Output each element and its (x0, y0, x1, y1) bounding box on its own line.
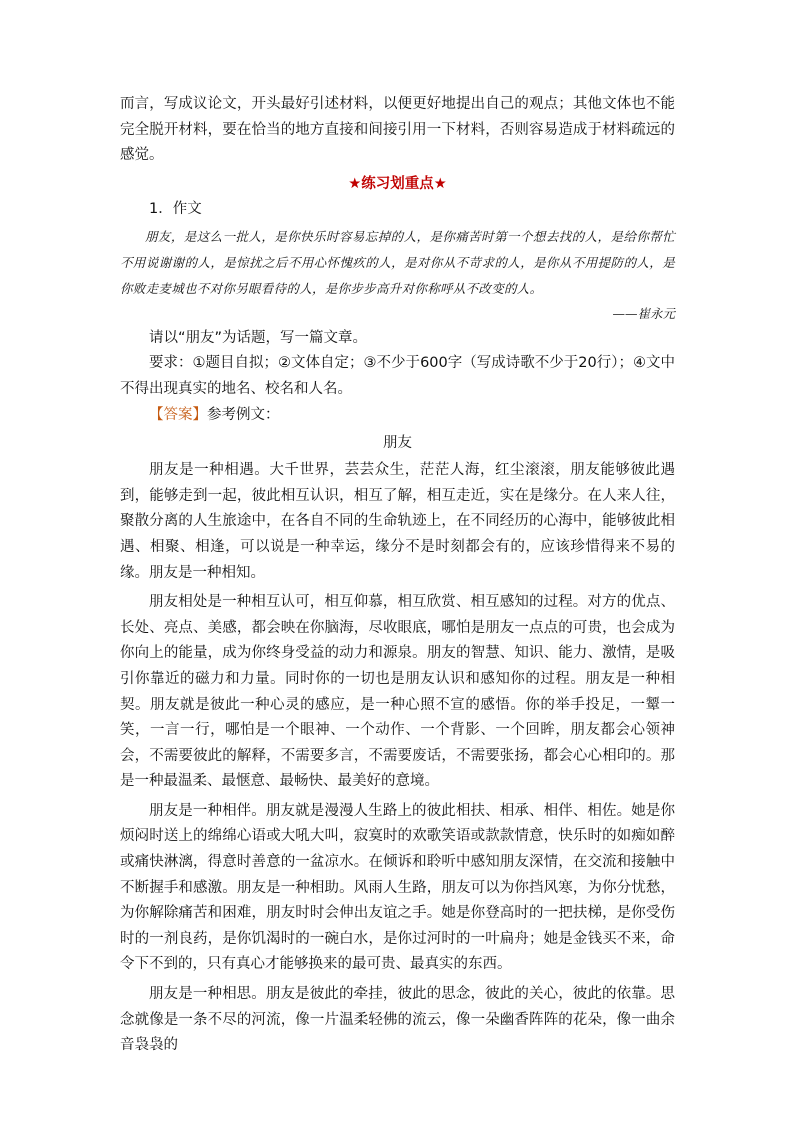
exercise-requirements: 要求：①题目自拟；②文体自定；③不少于600字（写成诗歌不少于20行）；④文中不得出现真实的地名、校名和人名。 (120, 355, 675, 397)
essay-paragraph: 朋友是一种相遇。大千世界，芸芸众生，茫茫人海，红尘滚滚，朋友能够彼此遇到，能够走到一起，彼此相互认识，相互了解，相互走近，实在是缘分。在人来人往，聚散分离的人生旅途中，在各自不同的生命轨迹上，在不同经历的心海中，能够彼此相遇、相聚、相逢，可以说是一种幸运，缘分不是时刻都会有的，应该珍惜得来不易的缘。朋友是一种相知。 (120, 462, 675, 581)
exercise-quote: 朋友，是这么一批人，是你快乐时容易忘掉的人，是你痛苦时第一个想去找的人，是给你帮忙不用说谢谢的人，是惊扰之后不用心怀愧疚的人，是对你从不苛求的人，是你从不用提防的人，是你败走麦城也不对你另眼看待的人，是你步步高升对你称呼从不改变的人。 (120, 228, 675, 296)
answer-header (120, 403, 675, 429)
quote-author: ——崔永元 (612, 305, 675, 321)
answer-label-suffix: 参考例文： (207, 406, 280, 423)
essay-title: 朋友 (383, 435, 412, 452)
section-heading: ★练习划重点★ (348, 175, 447, 192)
essay-paragraph: 朋友是一种相伴。朋友就是漫漫人生路上的彼此相扶、相承、相伴、相佐。她是你烦闷时送上的绵绵心语或大吼大叫，寂寞时的欢歌笑语或款款情意，快乐时的如痴如醉或痛快淋漓，得意时善意的一盆凉水。在倾诉和聆听中感知朋友深情，在交流和接触中不断握手和感激。朋友是一种相助。风雨人生路，朋友可以为你挡风寒，为你分忧愁，为你解除痛苦和困难，朋友时时会伸出友谊之手。她是你登高时的一把扶梯，是你受伤时的一剂良药，是你饥渴时的一碗白水，是你过河时的一叶扁舟；她是金钱买不来，命令下不到的，只有真心才能够换来的最可贵、最真实的东西。 (120, 802, 675, 973)
exercise-title: 1．作文 (149, 200, 202, 217)
document-content (120, 92, 675, 1063)
exercise-prompt: 请以“朋友”为话题，写一篇文章。 (149, 329, 368, 346)
essay-paragraph: 朋友相处是一种相互认可，相互仰慕，相互欣赏、相互感知的过程。对方的优点、长处、亮点、美感，都会映在你脑海，尽收眼底，哪怕是朋友一点点的可贵，也会成为你向上的能量，成为你终身受益的动力和源泉。朋友的智慧、知识、能力、激情，是吸引你靠近的磁力和力量。同时你的一切也是朋友认识和感知你的过程。朋友是一种相契。朋友就是彼此一种心灵的感应，是一种心照不宣的感悟。你的举手投足，一颦一笑，一言一行，哪怕是一个眼神、一个动作、一个背影、一个回眸，朋友都会心领神会，不需要彼此的解释，不需要多言，不需要废话，不需要张扬，都会心心相印的。那是一种最温柔、最惬意、最畅快、最美好的意境。 (120, 594, 675, 790)
answer-label: 【答案】 (149, 406, 207, 423)
intro-paragraph: 而言，写成议论文，开头最好引述材料，以便更好地提出自己的观点；其他文体也不能完全脱开材料，要在恰当的地方直接和间接引用一下材料，否则容易造成于材料疏远的感觉。 (120, 96, 675, 164)
essay-paragraph: 朋友是一种相思。朋友是彼此的牵挂，彼此的思念，彼此的关心，彼此的依靠。思念就像是一条不尽的河流，像一片温柔轻佛的流云，像一朵幽香阵阵的花朵，像一曲余音袅袅的 (120, 986, 675, 1054)
